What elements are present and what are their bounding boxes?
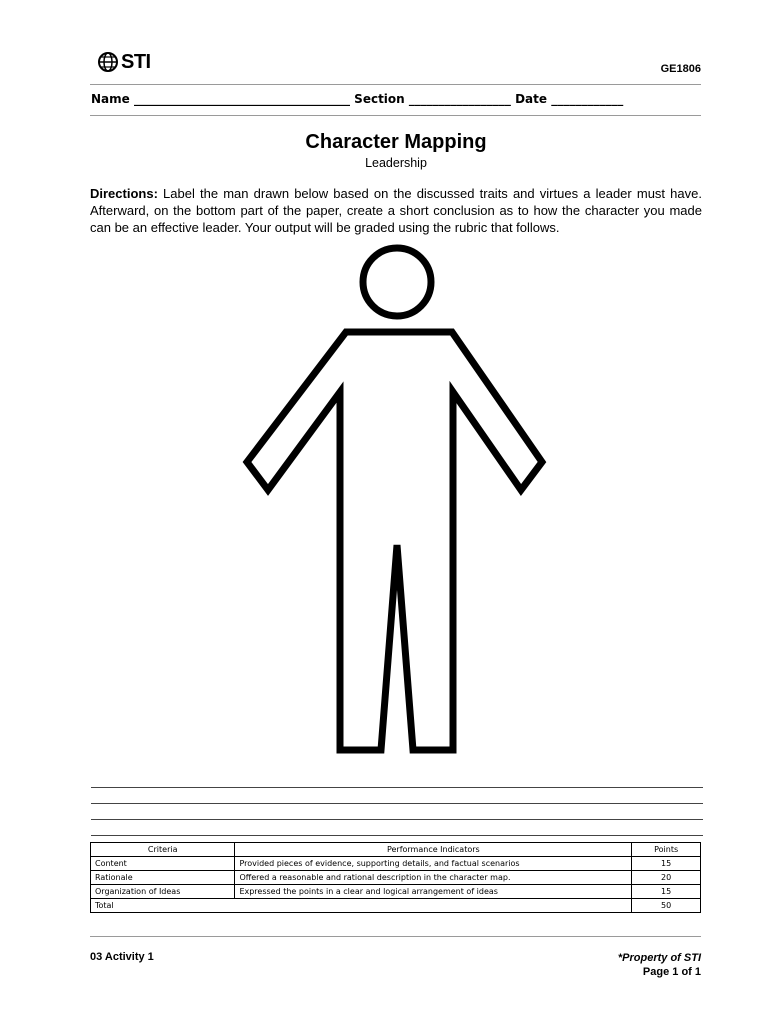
globe-icon — [97, 51, 119, 73]
rubric-table — [90, 842, 701, 913]
date-label: Date — [515, 92, 548, 106]
indicators-header: Performance Indicators — [235, 843, 632, 857]
footer-right — [618, 951, 701, 979]
table-row — [91, 885, 701, 899]
page-subtitle: Leadership — [365, 156, 427, 170]
sti-logo — [97, 50, 151, 74]
directions-text: Label the man drawn below based on the discussed traits and virtues a leader must have. Afterward, on the bottom part of the paper, create a short conclusion as to how the character you made can be an effective leader. Your output will be graded using the rubric that follows. — [90, 186, 702, 235]
rubric-header-row — [91, 843, 701, 857]
logo-text: STI — [121, 51, 151, 73]
name-field[interactable]: ____________________________________ — [133, 92, 350, 106]
criteria-cell: Rationale — [91, 871, 235, 885]
criteria-cell: Content — [91, 857, 235, 871]
section-field[interactable]: _________________ — [408, 92, 511, 106]
header-divider — [90, 84, 701, 85]
property-notice: *Property of STI — [617, 952, 701, 964]
course-code: GE1806 — [660, 63, 701, 75]
conclusion-line[interactable] — [91, 788, 703, 804]
activity-label: 03 Activity 1 — [90, 951, 154, 963]
points-header: Points — [632, 843, 701, 857]
indicator-cell: Expressed the points in a clear and logical arrangement of ideas — [235, 885, 632, 899]
man-outline-figure — [0, 240, 768, 760]
points-cell: 15 — [632, 857, 701, 871]
conclusion-line[interactable] — [91, 772, 703, 788]
directions-label: Directions: — [90, 186, 158, 201]
date-field[interactable]: ____________ — [551, 92, 624, 106]
table-row — [91, 871, 701, 885]
footer-divider — [90, 936, 701, 937]
conclusion-lines[interactable] — [91, 772, 703, 836]
total-label: Total — [91, 899, 632, 913]
conclusion-line[interactable] — [91, 820, 703, 836]
section-label: Section — [354, 92, 405, 106]
name-label: Name — [91, 92, 130, 106]
name-divider — [90, 115, 701, 116]
indicator-cell: Offered a reasonable and rational description in the character map. — [235, 871, 632, 885]
table-row — [91, 857, 701, 871]
conclusion-line[interactable] — [91, 804, 703, 820]
figure-body — [247, 332, 542, 750]
figure-head — [363, 248, 431, 316]
points-cell: 15 — [632, 885, 701, 899]
student-info-line — [91, 92, 623, 106]
total-points: 50 — [632, 899, 701, 913]
directions-paragraph — [90, 185, 702, 236]
total-row — [91, 899, 701, 913]
criteria-cell: Organization of Ideas — [91, 885, 235, 899]
criteria-header: Criteria — [91, 843, 235, 857]
indicator-cell: Provided pieces of evidence, supporting details, and factual scenarios — [235, 857, 632, 871]
points-cell: 20 — [632, 871, 701, 885]
page-number: Page 1 of 1 — [642, 966, 701, 978]
page-title: Character Mapping — [305, 131, 487, 153]
